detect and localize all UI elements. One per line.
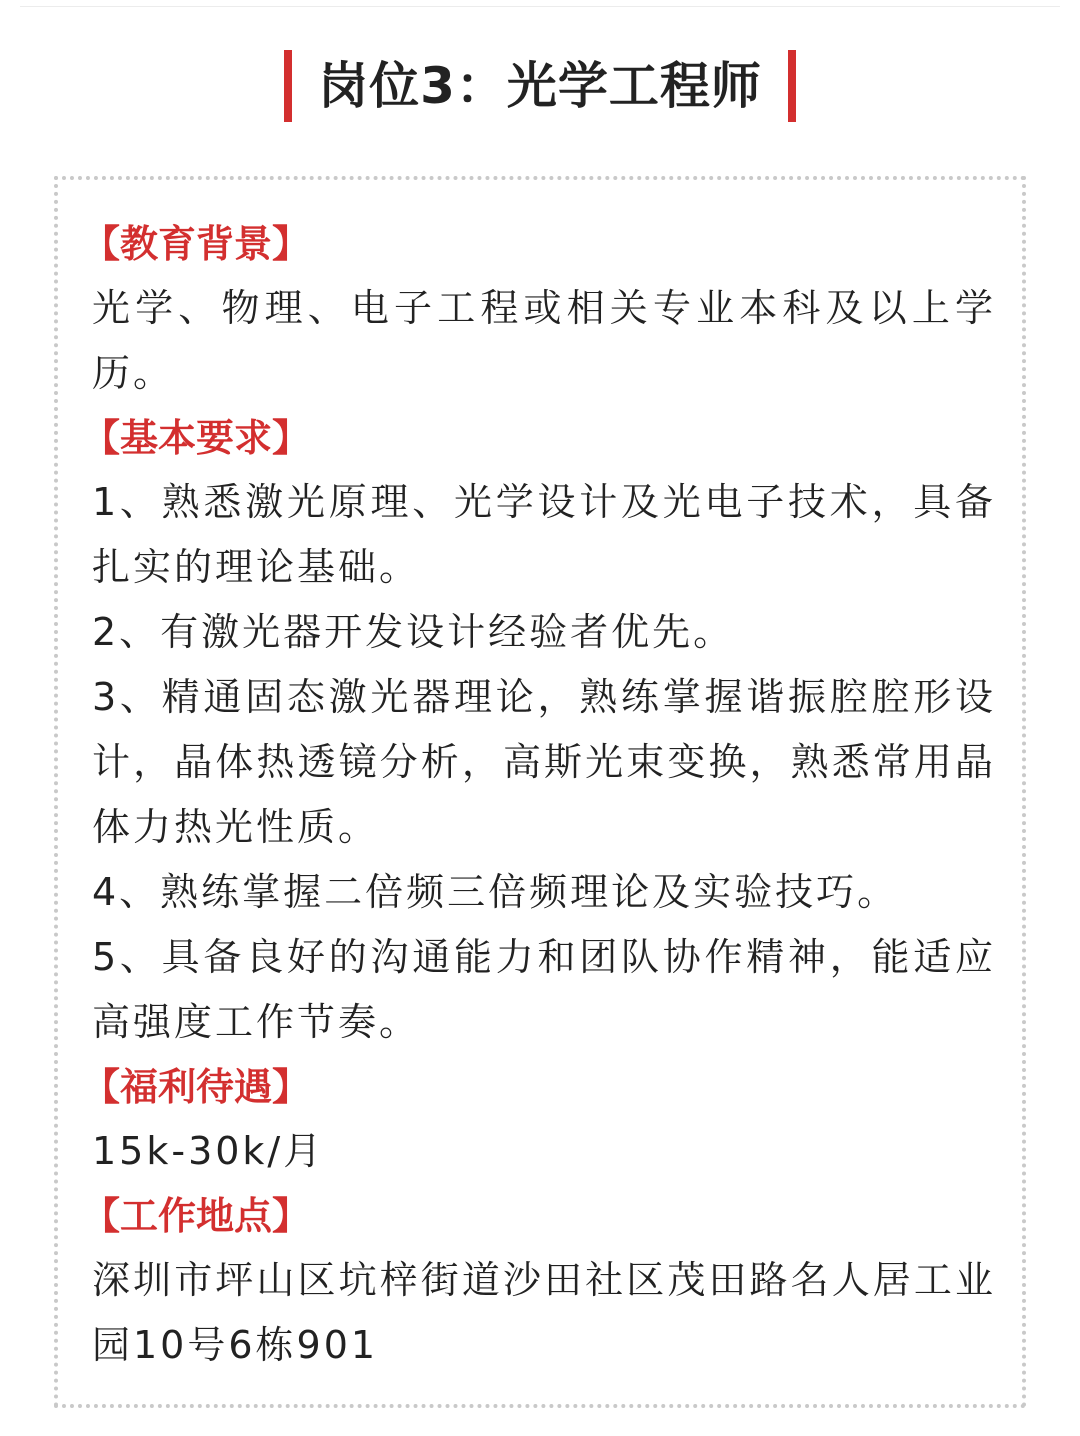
page-title: 岗位3：光学工程师 (318, 57, 762, 115)
education-text: 光学、物理、电子工程或相关专业本科及以上学历。 (92, 286, 996, 395)
job-details-content (82, 212, 996, 1378)
requirement-item-4: 4、熟练掌握二倍频三倍频理论及实验技巧。 (92, 870, 899, 914)
job-details-card (54, 176, 1026, 1408)
top-divider (20, 6, 1060, 7)
salary-text: 15k-30k/月 (92, 1129, 325, 1173)
requirement-item-5: 5、具备良好的沟通能力和团队协作精神，能适应高强度工作节奏。 (92, 935, 996, 1044)
location-heading: 【工作地点】 (82, 1194, 311, 1238)
requirement-item-1: 1、熟悉激光原理、光学设计及光电子技术，具备扎实的理论基础。 (92, 480, 996, 589)
requirement-item-3: 3、精通固态激光器理论，熟练掌握谐振腔腔形设计，晶体热透镜分析，高斯光束变换，熟悉常用晶体力热光性质。 (92, 675, 996, 849)
title-right-bar (788, 50, 796, 122)
page-header (0, 50, 1080, 122)
title-left-bar (284, 50, 292, 122)
benefits-heading: 【福利待遇】 (82, 1065, 311, 1109)
location-text: 深圳市坪山区坑梓街道沙田社区茂田路名人居工业园10号6栋901 (92, 1258, 996, 1367)
requirement-item-2: 2、有激光器开发设计经验者优先。 (92, 610, 735, 654)
requirements-heading: 【基本要求】 (82, 416, 311, 460)
education-heading: 【教育背景】 (82, 222, 311, 266)
